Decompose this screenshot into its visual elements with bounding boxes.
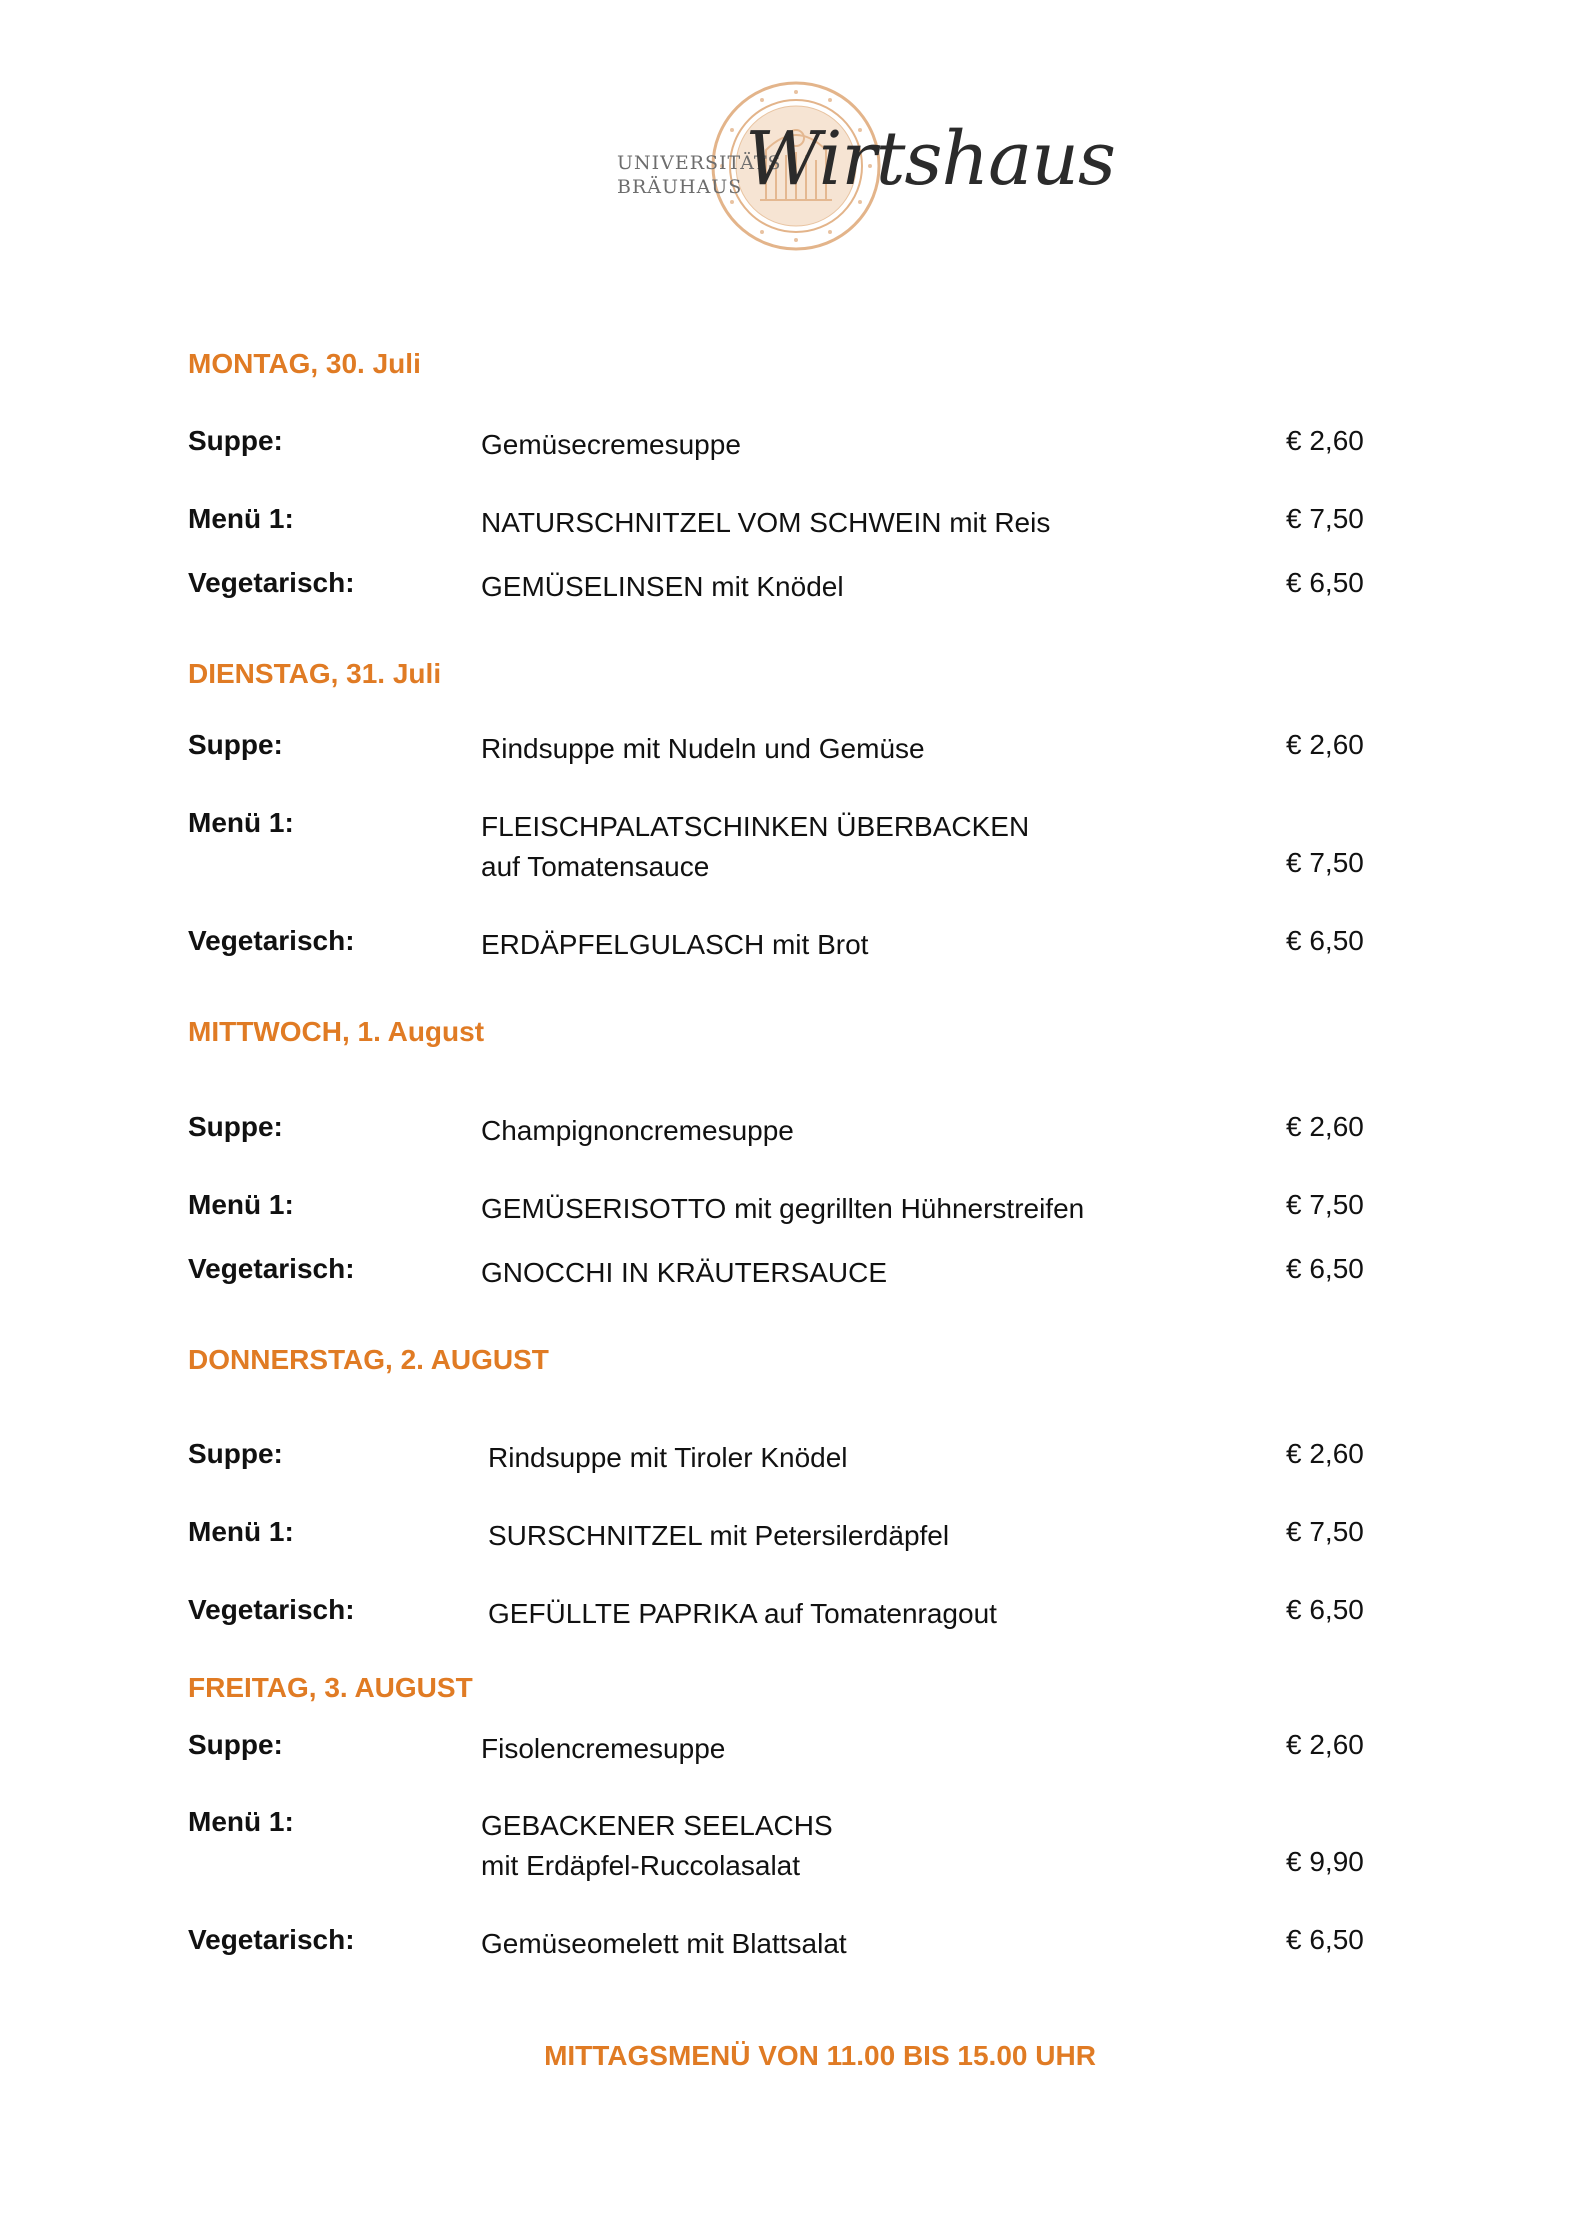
row-dish: GEFÜLLTE PAPRIKA auf Tomatenragout xyxy=(488,1598,997,1629)
row-label: Suppe: xyxy=(188,729,283,760)
row-label: Vegetarisch: xyxy=(188,925,355,956)
row-label: Menü 1: xyxy=(188,1189,294,1220)
row-dish: FLEISCHPALATSCHINKEN ÜBERBACKEN auf Tomatensauce xyxy=(481,811,1030,882)
logo-text-line2: BRÄUHAUS xyxy=(617,176,743,198)
row-dish: ERDÄPFELGULASCH mit Brot xyxy=(481,929,869,960)
row-dish: NATURSCHNITZEL VOM SCHWEIN mit Reis xyxy=(481,507,1051,538)
row-price: € 2,60 xyxy=(1286,425,1364,456)
restaurant-logo xyxy=(610,80,1115,265)
day-title-friday: FREITAG, 3. AUGUST xyxy=(188,1672,473,1703)
row-dish: Gemüsecremesuppe xyxy=(481,429,741,460)
row-price: € 6,50 xyxy=(1286,1594,1364,1625)
row-price: € 6,50 xyxy=(1286,925,1364,956)
row-dish: GEBACKENER SEELACHS mit Erdäpfel-Ruccolasalat xyxy=(481,1810,833,1881)
row-dish: Rindsuppe mit Nudeln und Gemüse xyxy=(481,733,925,764)
row-label: Suppe: xyxy=(188,1729,283,1760)
row-label: Vegetarisch: xyxy=(188,1253,355,1284)
row-label: Menü 1: xyxy=(188,503,294,534)
row-price: € 6,50 xyxy=(1286,1924,1364,1955)
row-label: Suppe: xyxy=(188,1438,283,1469)
row-dish: Gemüseomelett mit Blattsalat xyxy=(481,1928,847,1959)
row-price: € 7,50 xyxy=(1286,847,1364,878)
row-price: € 9,90 xyxy=(1286,1846,1364,1877)
row-price: € 7,50 xyxy=(1286,503,1364,534)
row-dish: Champignoncremesuppe xyxy=(481,1115,794,1146)
row-price: € 2,60 xyxy=(1286,1729,1364,1760)
row-dish: Rindsuppe mit Tiroler Knödel xyxy=(488,1442,848,1473)
row-price: € 2,60 xyxy=(1286,1438,1364,1469)
row-label: Vegetarisch: xyxy=(188,1594,355,1625)
row-price: € 6,50 xyxy=(1286,567,1364,598)
day-title-monday: MONTAG, 30. Juli xyxy=(188,348,421,379)
row-label: Menü 1: xyxy=(188,807,294,838)
row-dish: GNOCCHI IN KRÄUTERSAUCE xyxy=(481,1257,888,1288)
logo-script-text: Wirtshaus xyxy=(745,116,1115,202)
row-label: Menü 1: xyxy=(188,1806,294,1837)
row-label: Menü 1: xyxy=(188,1516,294,1547)
row-dish: GEMÜSELINSEN mit Knödel xyxy=(481,571,844,602)
row-label: Suppe: xyxy=(188,1111,283,1142)
row-dish: GEMÜSERISOTTO mit gegrillten Hühnerstreifen xyxy=(481,1193,1085,1224)
row-dish: SURSCHNITZEL mit Petersilerdäpfel xyxy=(488,1520,950,1551)
logo-text-line1: UNIVERSITÄTS xyxy=(617,152,782,174)
day-title-thursday: DONNERSTAG, 2. AUGUST xyxy=(188,1344,549,1375)
day-title-tuesday: DIENSTAG, 31. Juli xyxy=(188,658,442,689)
lunch-hours-note: MITTAGSMENÜ VON 11.00 BIS 15.00 UHR xyxy=(544,2040,1096,2071)
row-price: € 7,50 xyxy=(1286,1516,1364,1547)
row-label: Vegetarisch: xyxy=(188,1924,355,1955)
row-price: € 7,50 xyxy=(1286,1189,1364,1220)
row-price: € 2,60 xyxy=(1286,729,1364,760)
day-title-wednesday: MITTWOCH, 1. August xyxy=(188,1016,485,1047)
row-label: Vegetarisch: xyxy=(188,567,355,598)
row-dish: Fisolencremesuppe xyxy=(481,1733,726,1764)
row-price: € 2,60 xyxy=(1286,1111,1364,1142)
row-price: € 6,50 xyxy=(1286,1253,1364,1284)
row-label: Suppe: xyxy=(188,425,283,456)
